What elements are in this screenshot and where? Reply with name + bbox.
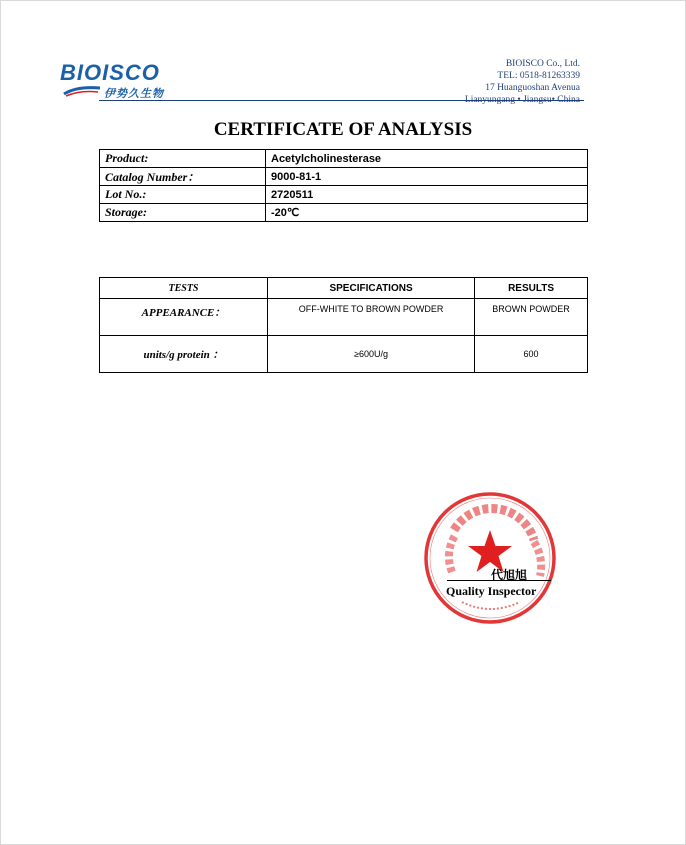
tests-header-row <box>100 278 588 299</box>
logo-text: BIOISCO <box>60 60 160 85</box>
header-specifications: SPECIFICATIONS <box>268 278 475 299</box>
test-spec: ≥600U/g <box>268 336 475 373</box>
info-key: Storage: <box>100 204 266 222</box>
info-key: Lot No.: <box>100 186 266 204</box>
logo-swoosh-icon <box>62 84 102 98</box>
document-title: CERTIFICATE OF ANALYSIS <box>213 119 473 140</box>
info-value: 2720511 <box>266 186 588 204</box>
company-street: 17 Huanguoshan Avenua <box>485 83 580 93</box>
info-row <box>100 204 588 222</box>
company-name: BIOISCO Co., Ltd. <box>505 59 580 69</box>
inspector-label: Quality Inspector <box>446 584 537 598</box>
info-value: 9000-81-1 <box>266 168 588 186</box>
company-logo <box>60 60 185 102</box>
table-row <box>100 336 588 373</box>
company-tel: TEL: 0518-81263339 <box>497 71 580 81</box>
table-row <box>100 299 588 336</box>
company-seal-stamp <box>422 490 558 626</box>
info-row <box>100 168 588 186</box>
info-value: -20℃ <box>266 204 588 222</box>
test-result: 600 <box>475 336 588 373</box>
signature-line <box>447 580 551 581</box>
info-value: Acetylcholinesterase <box>266 150 588 168</box>
logo-chinese-name: 伊势久生物 <box>104 87 164 100</box>
header-results: RESULTS <box>475 278 588 299</box>
info-row <box>100 186 588 204</box>
info-row <box>100 150 588 168</box>
header-tests: TESTS <box>100 278 268 299</box>
inspector-signature: 代旭旭 <box>491 568 528 582</box>
tests-table <box>99 277 588 373</box>
info-key: Catalog Number： <box>100 168 266 186</box>
test-result: BROWN POWDER <box>475 299 588 336</box>
test-name: APPEARANCE： <box>100 299 268 336</box>
header-divider <box>99 100 584 101</box>
test-spec: OFF-WHITE TO BROWN POWDER <box>268 299 475 336</box>
info-key: Product: <box>100 150 266 168</box>
company-info <box>465 58 580 106</box>
test-name: units/g protein ： <box>100 336 268 373</box>
product-info-table <box>99 149 588 222</box>
company-city: Lianyungang • Jiangsu• China <box>464 95 580 105</box>
